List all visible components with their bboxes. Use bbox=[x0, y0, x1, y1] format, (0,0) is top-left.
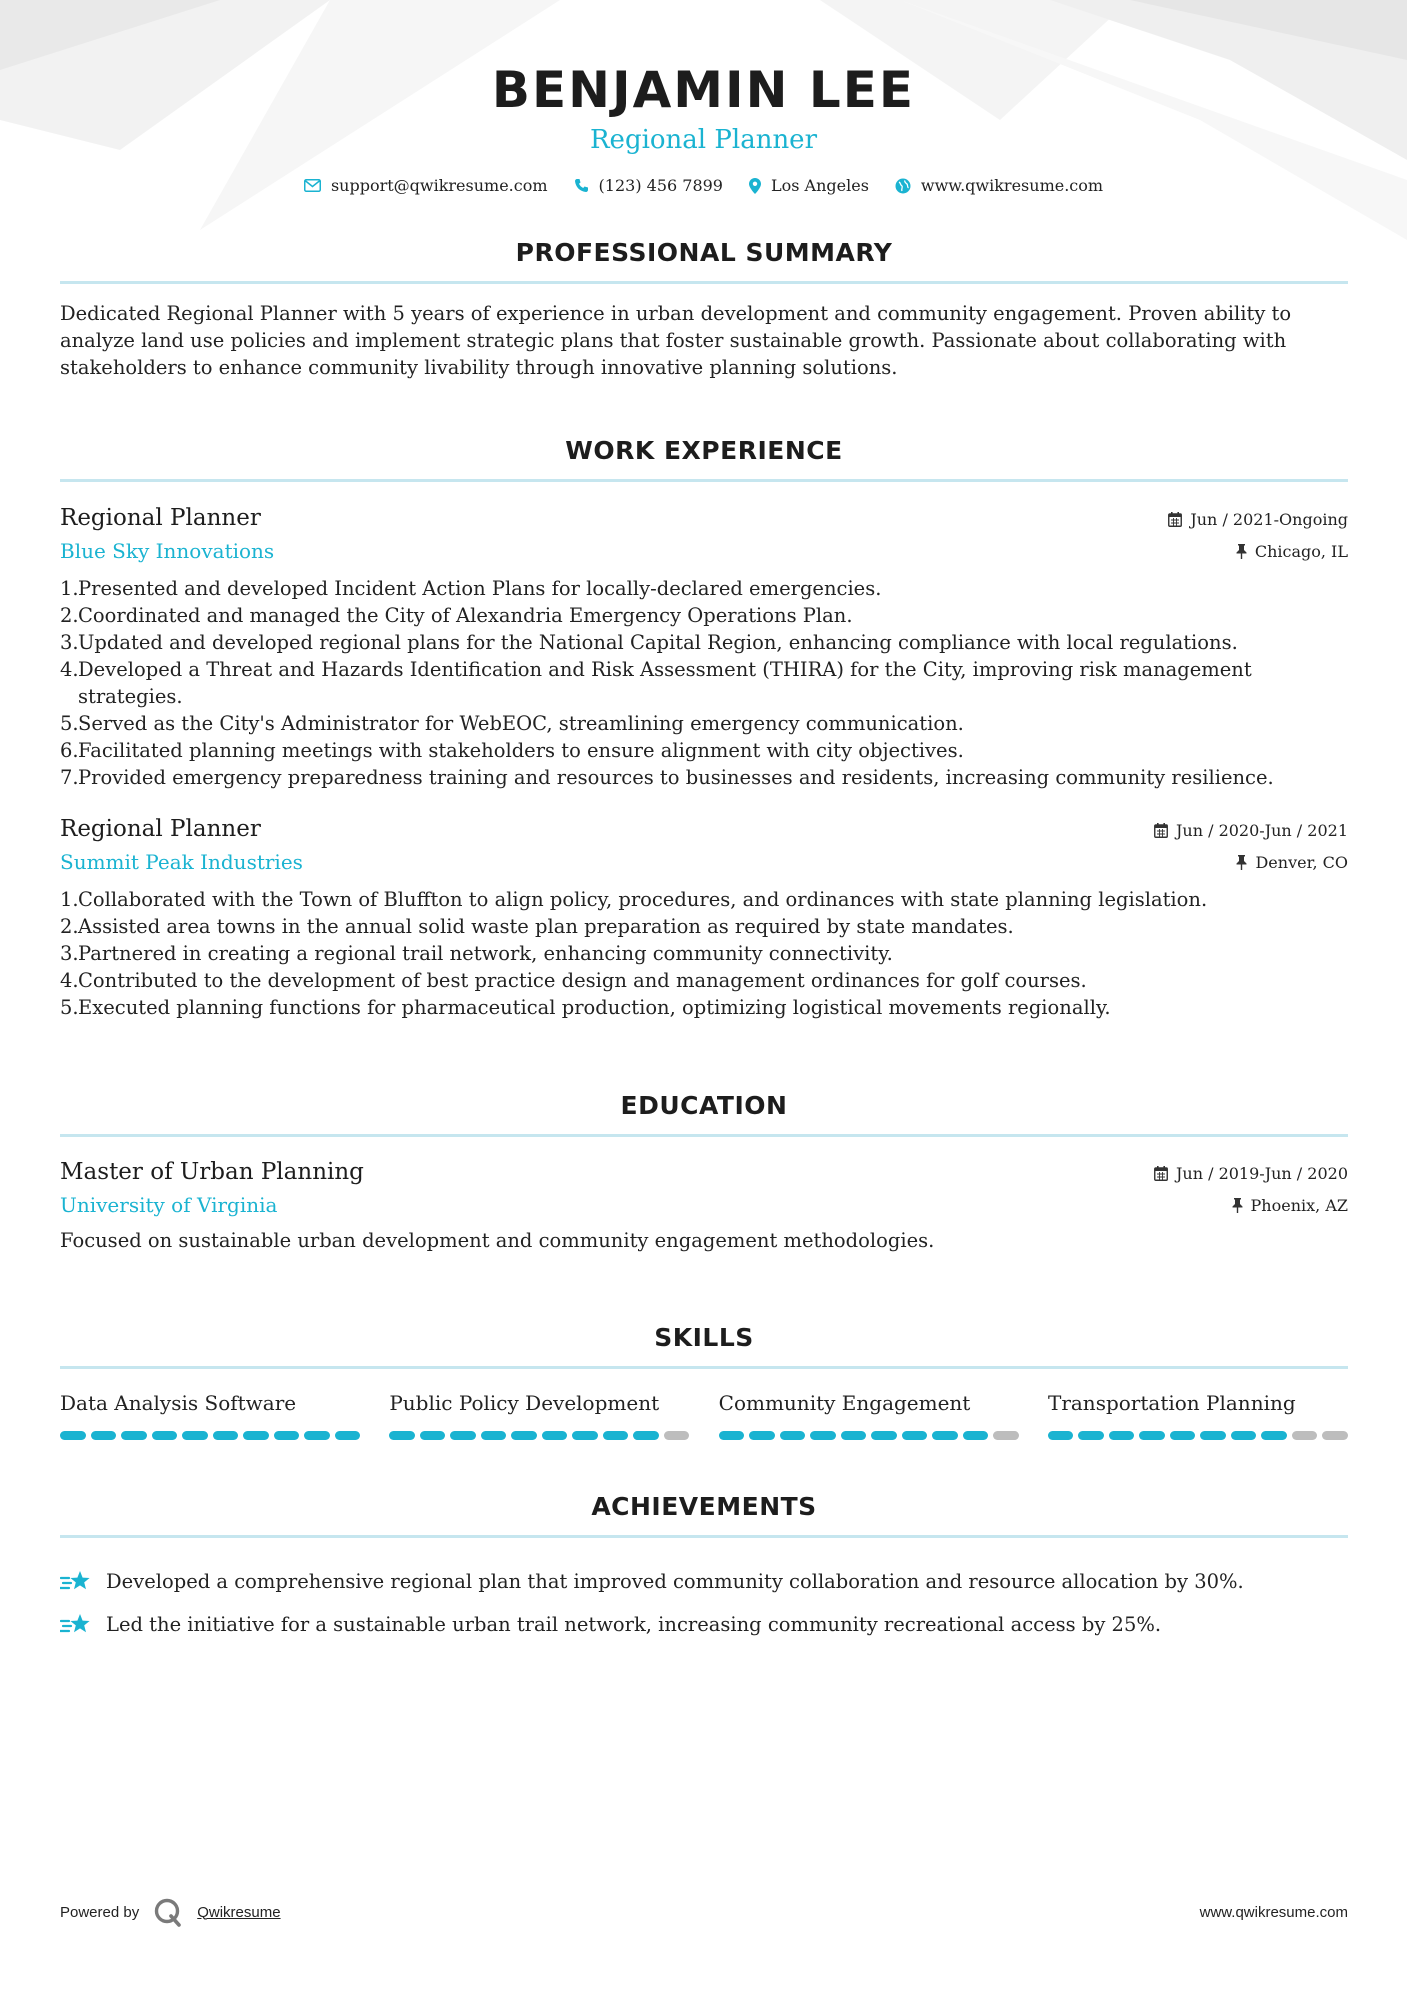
achievements-list bbox=[60, 1560, 1348, 1646]
contact-bar bbox=[0, 176, 1407, 195]
education-meta bbox=[1154, 1157, 1348, 1221]
location-text: Los Angeles bbox=[770, 176, 869, 195]
experience-section bbox=[60, 436, 1348, 1021]
pushpin-icon bbox=[1236, 855, 1247, 870]
skills-divider bbox=[60, 1366, 1348, 1369]
skills-heading: SKILLS bbox=[654, 1323, 754, 1352]
skill-segment-filled bbox=[1139, 1431, 1165, 1440]
achievement-text: Led the initiative for a sustainable urban trail network, increasing community recreational access by 25%. bbox=[106, 1613, 1162, 1636]
brand-link[interactable]: Qwikresume bbox=[197, 1903, 281, 1921]
education-divider bbox=[60, 1134, 1348, 1137]
skill-segment-filled bbox=[841, 1431, 867, 1440]
contact-email[interactable] bbox=[304, 176, 548, 195]
calendar-icon bbox=[1168, 512, 1182, 527]
skill-segment-filled bbox=[450, 1431, 476, 1440]
job-date: Jun / 2021-Ongoing bbox=[1190, 509, 1348, 529]
skill-segment-filled bbox=[335, 1431, 361, 1440]
list-item: 4. Contributed to the development of best practice design and management ordinances for golf courses. bbox=[60, 969, 1087, 992]
skill-segment-filled bbox=[274, 1431, 300, 1440]
education-description: Focused on sustainable urban development and community engagement methodologies. bbox=[60, 1229, 935, 1252]
skill-segment-empty bbox=[1292, 1431, 1318, 1440]
shooting-star-icon bbox=[60, 1612, 92, 1638]
skill-segment-filled bbox=[182, 1431, 208, 1440]
job-title: Regional Planner bbox=[60, 505, 261, 531]
list-item: 5. Executed planning functions for pharmaceutical production, optimizing logistical movements regionally. bbox=[60, 996, 1111, 1019]
resume-header bbox=[0, 0, 1407, 195]
job-meta bbox=[1168, 503, 1348, 567]
skill-segment-filled bbox=[932, 1431, 958, 1440]
contact-location bbox=[749, 176, 869, 195]
footer bbox=[60, 1897, 1348, 1927]
job-location: Chicago, IL bbox=[1254, 541, 1348, 561]
job-entry bbox=[60, 503, 1348, 791]
shooting-star-icon bbox=[60, 1569, 92, 1595]
skill-segment-filled bbox=[1261, 1431, 1287, 1440]
job-location-row bbox=[1168, 535, 1348, 567]
achievement-item bbox=[60, 1560, 1348, 1603]
summary-divider bbox=[60, 281, 1348, 284]
degree-title: Master of Urban Planning bbox=[60, 1159, 364, 1185]
skill-name: Data Analysis Software bbox=[60, 1391, 297, 1415]
job-location: Denver, CO bbox=[1255, 852, 1348, 872]
skill-segment-filled bbox=[213, 1431, 239, 1440]
list-item: 1. Presented and developed Incident Action Plans for locally-declared emergencies. bbox=[60, 577, 882, 600]
skill-item bbox=[60, 1389, 360, 1440]
experience-heading: WORK EXPERIENCE bbox=[565, 436, 843, 465]
footer-website[interactable]: www.qwikresume.com bbox=[1199, 1903, 1348, 1921]
calendar-icon bbox=[1154, 1166, 1168, 1181]
achievement-item bbox=[60, 1603, 1348, 1646]
skill-segment-filled bbox=[749, 1431, 775, 1440]
phone-text[interactable]: (123) 456 7899 bbox=[598, 176, 723, 195]
job-date-row bbox=[1154, 814, 1348, 846]
skill-segment-filled bbox=[243, 1431, 269, 1440]
skill-segment-filled bbox=[633, 1431, 659, 1440]
skill-segment-filled bbox=[1170, 1431, 1196, 1440]
education-location: Phoenix, AZ bbox=[1250, 1195, 1348, 1215]
education-date: Jun / 2019-Jun / 2020 bbox=[1175, 1163, 1348, 1183]
skill-segment-filled bbox=[572, 1431, 598, 1440]
qwikresume-logo-icon bbox=[153, 1897, 183, 1927]
summary-text: Dedicated Regional Planner with 5 years of experience in urban development and community engagement. Proven ability to analyze land use policies and implement strategic plans that foster sustainable growth. Passionate about collaborating with stakeholders to enhance community livability through innovative planning solutions. bbox=[60, 302, 1292, 379]
phone-icon bbox=[574, 178, 589, 193]
list-item: 2. Coordinated and managed the City of Alexandria Emergency Operations Plan. bbox=[60, 604, 853, 627]
education-location-row bbox=[1154, 1189, 1348, 1221]
skill-segment-filled bbox=[902, 1431, 928, 1440]
summary-section bbox=[60, 238, 1348, 381]
skill-segment-empty bbox=[664, 1431, 690, 1440]
job-bullets bbox=[60, 886, 1348, 1021]
globe-icon bbox=[895, 178, 911, 194]
skill-segment-filled bbox=[91, 1431, 117, 1440]
powered-by bbox=[60, 1897, 281, 1927]
job-title: Regional Planner bbox=[60, 816, 261, 842]
list-item: 3. Updated and developed regional plans for the National Capital Region, enhancing compliance with local regulations. bbox=[60, 631, 1238, 654]
achievement-text: Developed a comprehensive regional plan that improved community collaboration and resource allocation by 30%. bbox=[106, 1570, 1244, 1593]
candidate-title: Regional Planner bbox=[589, 125, 818, 155]
education-entry bbox=[60, 1157, 1348, 1254]
skill-segment-filled bbox=[719, 1431, 745, 1440]
skill-level-bar bbox=[60, 1431, 360, 1440]
skill-segment-filled bbox=[481, 1431, 507, 1440]
skill-segment-empty bbox=[993, 1431, 1019, 1440]
skill-name: Transportation Planning bbox=[1047, 1391, 1296, 1415]
job-location-row bbox=[1154, 846, 1348, 878]
calendar-icon bbox=[1154, 823, 1168, 838]
skill-segment-filled bbox=[60, 1431, 86, 1440]
job-bullets bbox=[60, 575, 1348, 791]
job-date: Jun / 2020-Jun / 2021 bbox=[1175, 820, 1348, 840]
job-company: Blue Sky Innovations bbox=[60, 539, 275, 563]
skill-segment-filled bbox=[810, 1431, 836, 1440]
list-item: 5. Served as the City's Administrator for WebEOC, streamlining emergency communication. bbox=[60, 712, 964, 735]
skill-segment-filled bbox=[420, 1431, 446, 1440]
job-date-row bbox=[1168, 503, 1348, 535]
skill-segment-filled bbox=[304, 1431, 330, 1440]
skill-segment-filled bbox=[780, 1431, 806, 1440]
skill-segment-filled bbox=[603, 1431, 629, 1440]
skill-segment-filled bbox=[389, 1431, 415, 1440]
skill-segment-filled bbox=[542, 1431, 568, 1440]
website-text[interactable]: www.qwikresume.com bbox=[920, 176, 1104, 195]
skill-segment-filled bbox=[963, 1431, 989, 1440]
skill-segment-filled bbox=[1231, 1431, 1257, 1440]
skill-name: Community Engagement bbox=[718, 1391, 971, 1415]
skill-segment-filled bbox=[511, 1431, 537, 1440]
skill-segment-filled bbox=[1200, 1431, 1226, 1440]
powered-by-label: Powered by bbox=[60, 1903, 140, 1921]
list-item: 1. Collaborated with the Town of Bluffton to align policy, procedures, and ordinances with state planning legislation. bbox=[60, 888, 1208, 911]
skill-segment-filled bbox=[121, 1431, 147, 1440]
school-name: University of Virginia bbox=[60, 1193, 278, 1217]
summary-heading: PROFESSIONAL SUMMARY bbox=[515, 238, 893, 267]
skill-level-bar bbox=[389, 1431, 689, 1440]
skills-section bbox=[60, 1323, 1348, 1440]
list-item: 7. Provided emergency preparedness training and resources to businesses and residents, increasing community resilience. bbox=[60, 766, 1274, 789]
experience-divider bbox=[60, 479, 1348, 482]
email-text[interactable]: support@qwikresume.com bbox=[330, 176, 548, 195]
list-item: 4. Developed a Threat and Hazards Identification and Risk Assessment (THIRA) for the City, improving risk management strategies. bbox=[60, 658, 1252, 708]
skill-segment-filled bbox=[871, 1431, 897, 1440]
skill-item bbox=[1048, 1389, 1348, 1440]
achievements-divider bbox=[60, 1535, 1348, 1538]
contact-phone[interactable] bbox=[574, 176, 723, 195]
job-meta bbox=[1154, 814, 1348, 878]
achievements-section bbox=[60, 1492, 1348, 1646]
skill-segment-filled bbox=[1109, 1431, 1135, 1440]
skill-level-bar bbox=[1048, 1431, 1348, 1440]
list-item: 3. Partnered in creating a regional trail network, enhancing community connectivity. bbox=[60, 942, 893, 965]
contact-website[interactable] bbox=[895, 176, 1103, 195]
skill-segment-filled bbox=[1048, 1431, 1074, 1440]
skill-name: Public Policy Development bbox=[389, 1391, 660, 1415]
candidate-name: BENJAMIN LEE bbox=[491, 61, 916, 119]
list-item: 2. Assisted area towns in the annual solid waste plan preparation as required by state mandates. bbox=[60, 915, 1014, 938]
pushpin-icon bbox=[1236, 544, 1247, 559]
skill-item bbox=[389, 1389, 689, 1440]
skill-segment-filled bbox=[152, 1431, 178, 1440]
map-marker-icon bbox=[749, 178, 761, 194]
education-date-row bbox=[1154, 1157, 1348, 1189]
job-entry bbox=[60, 814, 1348, 1021]
skill-segment-filled bbox=[1078, 1431, 1104, 1440]
job-company: Summit Peak Industries bbox=[60, 850, 303, 874]
list-item: 6. Facilitated planning meetings with stakeholders to ensure alignment with city objectives. bbox=[60, 739, 964, 762]
envelope-icon bbox=[304, 179, 321, 192]
education-section bbox=[60, 1091, 1348, 1254]
pushpin-icon bbox=[1232, 1198, 1243, 1213]
skill-level-bar bbox=[719, 1431, 1019, 1440]
skills-list bbox=[60, 1389, 1348, 1440]
education-heading: EDUCATION bbox=[620, 1091, 788, 1120]
achievements-heading: ACHIEVEMENTS bbox=[591, 1492, 817, 1521]
skill-item bbox=[719, 1389, 1019, 1440]
skill-segment-empty bbox=[1322, 1431, 1348, 1440]
